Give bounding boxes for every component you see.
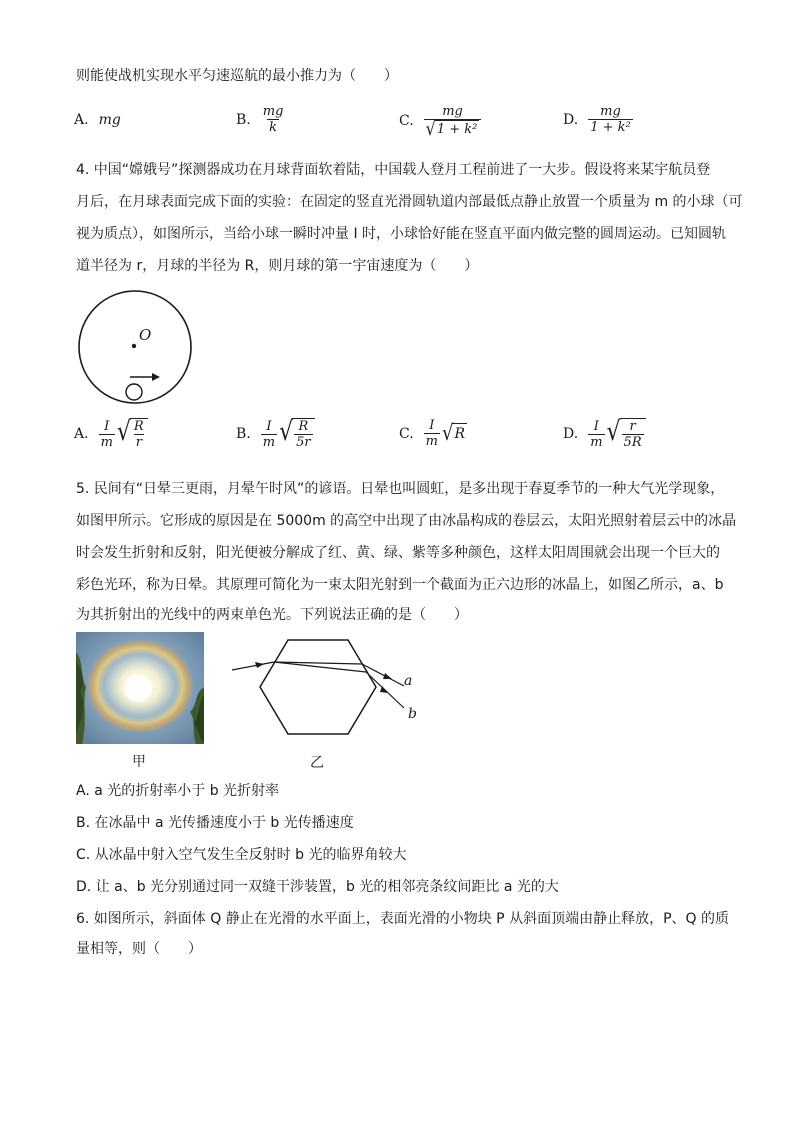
sqrt-radicand: 1 + k² bbox=[436, 122, 478, 137]
q5-option-b[interactable]: B. 在冰晶中 a 光传播速度小于 b 光传播速度 bbox=[76, 815, 354, 831]
q3-stem-tail: 则能使战机实现水平匀速巡航的最小推力为（ ） bbox=[76, 68, 398, 84]
incident-ray bbox=[232, 662, 274, 670]
option-label: B. bbox=[236, 111, 251, 128]
option-label: C. bbox=[399, 425, 414, 442]
arrow-head-icon bbox=[152, 373, 160, 381]
q5-option-a[interactable]: A. a 光的折射率小于 b 光折射率 bbox=[76, 783, 280, 799]
q4-option-b[interactable] bbox=[236, 418, 315, 450]
q5-stem-line-1: 5. 民间有“日晕三更雨，月晕午时风”的谚语。日晕也叫圆虹，是多出现于春夏季节的一种大气光学现象， bbox=[76, 481, 725, 497]
radicand-denominator: r bbox=[135, 435, 142, 450]
q4-stem-line-4: 道半径为 r，月球的半径为 R，则月球的第一宇宙速度为（ ） bbox=[76, 258, 479, 274]
circular-track-figure bbox=[76, 288, 194, 406]
q3-option-d[interactable] bbox=[563, 104, 633, 135]
halo-photo-figure bbox=[76, 632, 204, 744]
fraction-numerator: I bbox=[593, 418, 599, 434]
q5-stem-line-5: 为其折射出的光线中的两束单色光。下列说法正确的是（ ） bbox=[76, 607, 468, 623]
q5-option-c[interactable]: C. 从冰晶中射入空气发生全反射时 b 光的临界角较大 bbox=[76, 847, 407, 863]
option-expression: mg bbox=[98, 112, 121, 128]
option-label: A. bbox=[74, 112, 89, 128]
option-label: B. bbox=[236, 426, 251, 442]
option-label: C. bbox=[399, 113, 414, 129]
fraction bbox=[588, 104, 633, 135]
q3-option-c[interactable] bbox=[399, 104, 481, 138]
option-label: A. bbox=[74, 426, 89, 442]
radicand-numerator: R bbox=[298, 419, 309, 434]
fraction-numerator: I bbox=[429, 418, 435, 433]
option-label: D. bbox=[563, 426, 579, 442]
hexagon-crystal bbox=[260, 640, 376, 734]
fraction-numerator: mg bbox=[262, 104, 284, 119]
q4-option-a[interactable] bbox=[74, 418, 148, 450]
q5-stem-line-4: 彩色光环，称为日晕。其原理可简化为一束太阳光射到一个截面为正六边形的冰晶上，如图乙所示，a、b bbox=[76, 577, 724, 593]
radicand-denominator: 5r bbox=[296, 435, 311, 450]
q3-option-b[interactable] bbox=[236, 104, 285, 135]
hexagon-refraction-figure bbox=[228, 632, 428, 742]
sqrt: √ $\frac{r}{5R}$ bbox=[607, 418, 646, 450]
fraction-numerator: mg bbox=[442, 104, 463, 119]
radicand-denominator: 5R bbox=[623, 435, 642, 450]
q5-stem-line-3: 时会发生折射和反射，阳光便被分解成了红、黄、绿、紫等多种颜色，这样太阳周围就会出现一个巨大的 bbox=[76, 545, 720, 561]
fraction-numerator: mg bbox=[600, 104, 621, 119]
radicand-numerator: R bbox=[133, 419, 144, 434]
q4-stem-line-3: 视为质点），如图所示，当给小球一瞬时冲量 I 时，小球恰好能在竖直平面内做完整的圆周运动。已知圆轨 bbox=[76, 226, 727, 242]
sqrt: √ $\frac{R}{5r}$ bbox=[279, 418, 315, 450]
incident-arrow-icon bbox=[255, 662, 264, 668]
q3-option-a[interactable] bbox=[74, 112, 121, 128]
sqrt-radicand: R bbox=[452, 423, 467, 445]
fraction-denominator: m bbox=[262, 434, 276, 450]
fraction-denominator: m bbox=[590, 434, 603, 450]
figure-caption-yi: 乙 bbox=[310, 755, 324, 771]
q4-stem-line-2: 月后，在月球表面完成下面的实验：在固定的竖直光滑圆轨道内部最低点静止放置一个质量为 m 的小球（可 bbox=[76, 194, 743, 210]
q5-option-d[interactable]: D. 让 a、b 光分别通过同一双缝干涉装置，b 光的相邻亮条纹间距比 a 光的大 bbox=[76, 879, 559, 895]
sqrt: √ 1 + k² bbox=[425, 117, 478, 140]
center-label: O bbox=[139, 326, 152, 344]
fraction-denominator: k bbox=[269, 120, 278, 135]
ray-a-arrow-icon bbox=[383, 673, 392, 679]
radicand-numerator: r bbox=[629, 419, 636, 434]
ray-b-label: b bbox=[408, 706, 417, 722]
fraction-denominator: m bbox=[425, 434, 438, 449]
fraction-denominator: m bbox=[100, 434, 113, 450]
small-ball bbox=[126, 384, 142, 400]
q4-stem-line-1: 4. 中国“嫦娥号”探测器成功在月球背面软着陆，中国载人登月工程前进了一大步。假设将来某宇航员登 bbox=[76, 162, 711, 178]
figure-caption-jia: 甲 bbox=[132, 754, 146, 770]
q6-stem-line-2: 量相等，则（ ） bbox=[76, 941, 202, 957]
q4-option-d[interactable] bbox=[563, 418, 646, 450]
option-label: D. bbox=[563, 111, 579, 128]
sqrt: √ $\frac{R}{r}$ bbox=[117, 418, 148, 450]
fraction-denominator bbox=[424, 119, 482, 138]
sqrt: √ R bbox=[442, 420, 466, 446]
q6-stem-line-1: 6. 如图所示，斜面体 Q 静止在光滑的水平面上，表面光滑的小物块 P 从斜面顶端由静止释放，P、Q 的质 bbox=[76, 911, 729, 927]
fraction bbox=[261, 104, 286, 135]
q5-stem-line-2: 如图甲所示。它形成的原因是在 5000m 的高空中出现了由冰晶构成的卷层云，太阳光照射着层云中的冰晶 bbox=[76, 513, 737, 529]
fraction-numerator: I bbox=[266, 418, 272, 434]
fraction-denominator: 1 + k² bbox=[590, 120, 631, 135]
fraction bbox=[424, 104, 482, 138]
center-point bbox=[132, 344, 136, 348]
ray-a-label: a bbox=[404, 673, 413, 689]
q4-option-c[interactable] bbox=[399, 418, 467, 449]
fraction-numerator: I bbox=[104, 418, 110, 434]
